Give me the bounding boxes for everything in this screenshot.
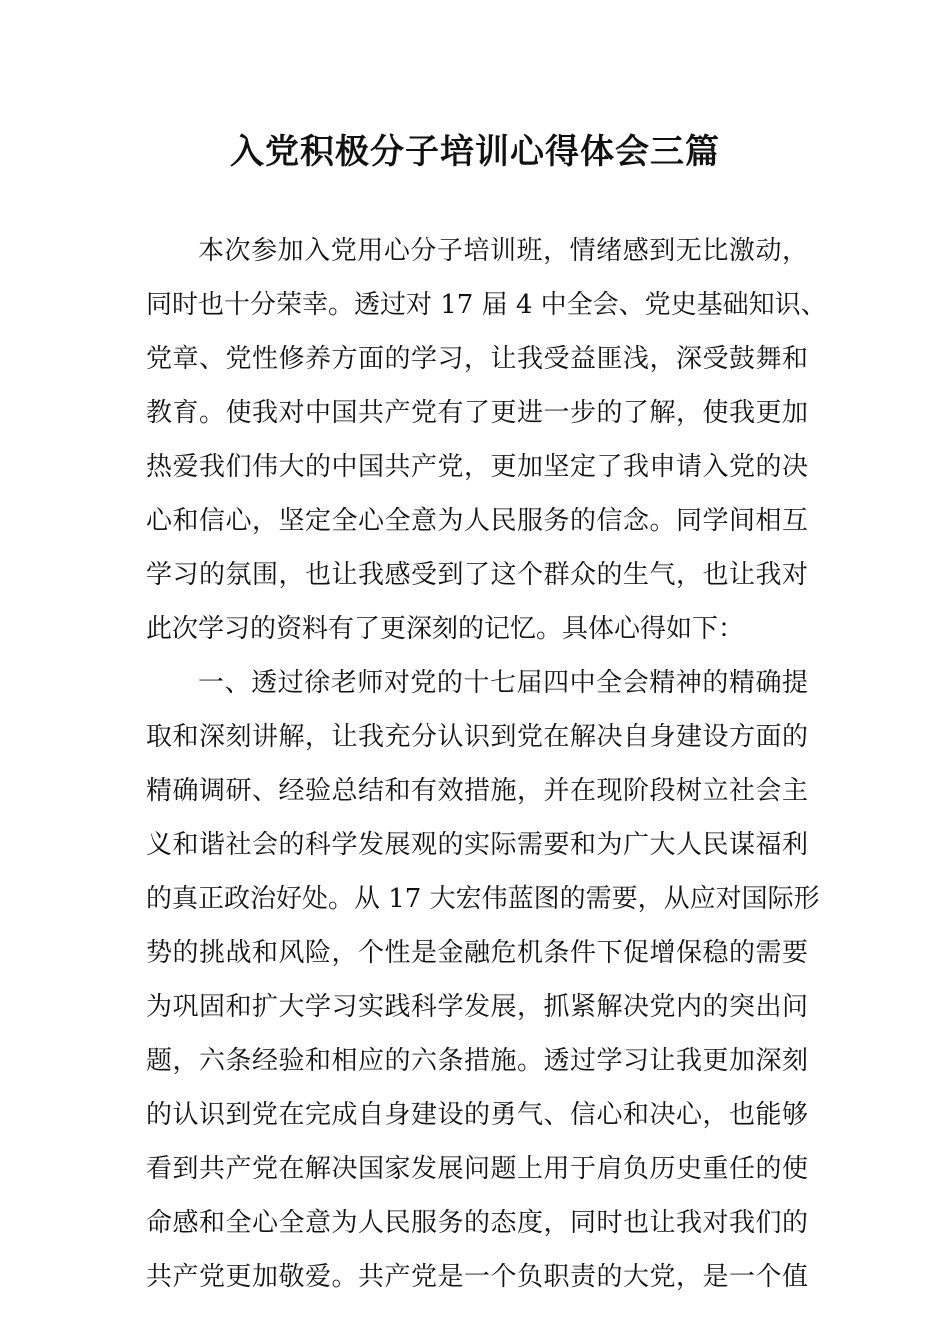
text-line: 为巩固和扩大学习实践科学发展，抓紧解决党内的突出问 (146, 992, 808, 1022)
document-title: 入党积极分子培训心得体会三篇 (230, 132, 720, 172)
text-line: 题，六条经验和相应的六条措施。透过学习让我更加深刻 (146, 1046, 808, 1076)
text-line: 义和谐社会的科学发展观的实际需要和为广大人民谋福利 (146, 830, 808, 860)
text-line: 看到共产党在解决国家发展问题上用于肩负历史重任的使 (146, 1154, 808, 1184)
text-line: 命感和全心全意为人民服务的态度，同时也让我对我们的 (146, 1208, 808, 1238)
text-line: 教育。使我对中国共产党有了更进一步的了解，使我更加 (146, 398, 808, 428)
text-line: 的认识到党在完成自身建设的勇气、信心和决心，也能够 (146, 1100, 808, 1130)
text-line: 势的挑战和风险，个性是金融危机条件下促增保稳的需要 (146, 938, 808, 968)
paragraph-intro (146, 224, 827, 656)
text-line: 同时也十分荣幸。透过对 17 届 4 中全会、党史基础知识、 (146, 290, 827, 320)
text-line: 取和深刻讲解，让我充分认识到党在解决自身建设方面的 (146, 722, 808, 752)
paragraph-section-one (146, 656, 820, 1304)
text-line: 精确调研、经验总结和有效措施，并在现阶段树立社会主 (146, 776, 808, 806)
document-body (146, 224, 827, 1304)
text-line: 党章、党性修养方面的学习，让我受益匪浅，深受鼓舞和 (146, 344, 808, 374)
text-line: 共产党更加敬爱。共产党是一个负职责的大党，是一个值 (146, 1262, 808, 1292)
text-line: 的真正政治好处。从 17 大宏伟蓝图的需要，从应对国际形 (146, 884, 820, 914)
text-line: 学习的氛围，也让我感受到了这个群众的生气，也让我对 (146, 560, 808, 590)
text-line: 一、透过徐老师对党的十七届四中全会精神的精确提 (198, 668, 808, 698)
text-line: 此次学习的资料有了更深刻的记忆。具体心得如下： (146, 614, 745, 644)
text-line: 热爱我们伟大的中国共产党，更加坚定了我申请入党的决 (146, 452, 808, 482)
text-line: 本次参加入党用心分子培训班，情绪感到无比激动， (198, 236, 808, 266)
text-line: 心和信心，坚定全心全意为人民服务的信念。同学间相互 (146, 506, 808, 536)
